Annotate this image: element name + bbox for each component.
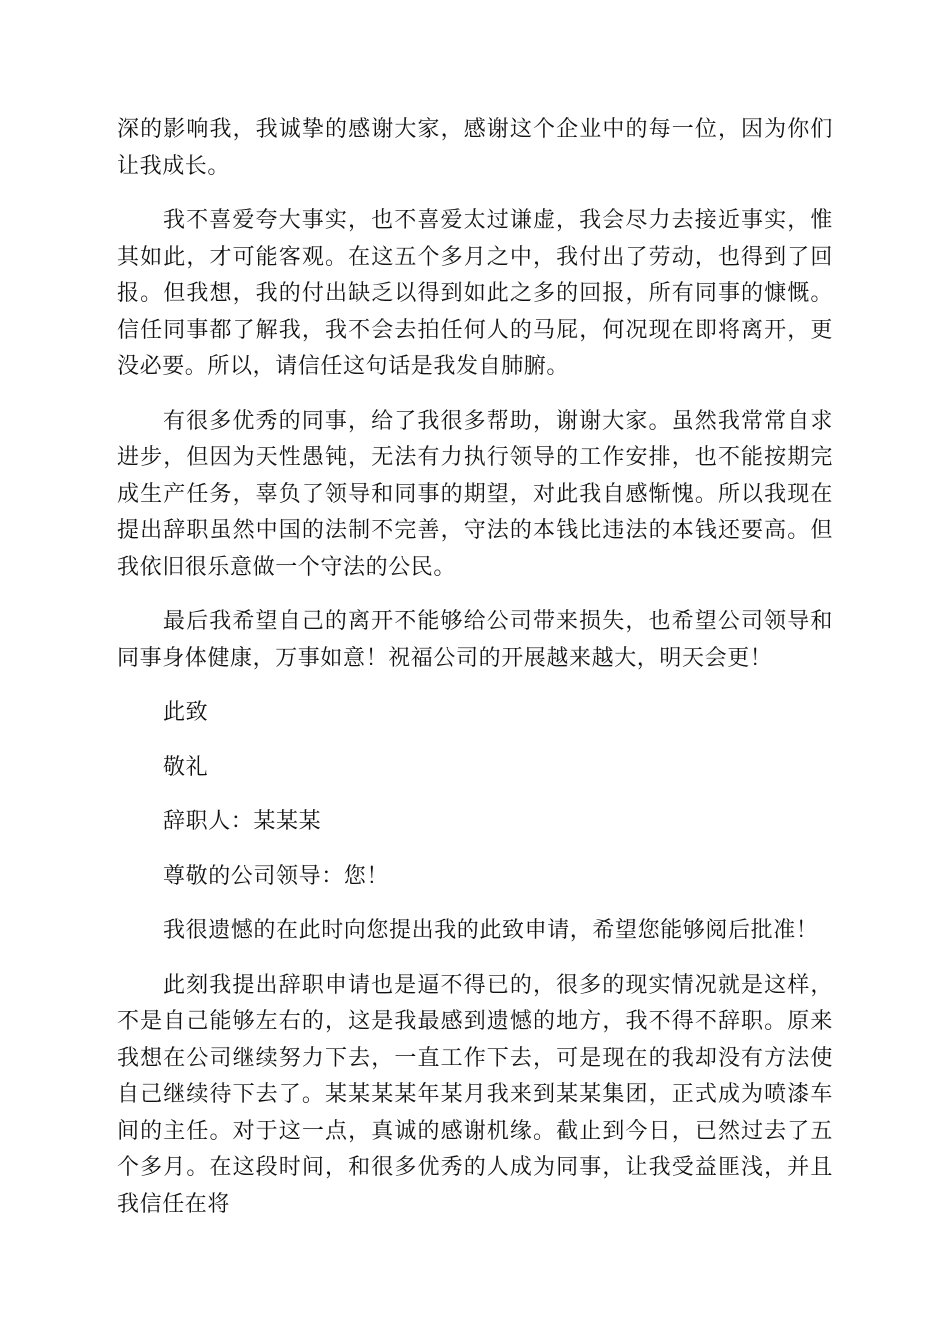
paragraph-honesty: 我不喜爱夸大事实，也不喜爱太过谦虚，我会尽力去接近事实，惟其如此，才可能客观。在这五个多月之中，我付出了劳动，也得到了回报。但我想，我的付出缺乏以得到如此之多的回报，所有同事的慷慨。信任同事都了解我，我不会去拍任何人的马屁，何况现在即将离开，更没必要。所以，请信任这句话是我发自肺腑。	[117, 208, 833, 379]
closing-regards: 敬礼	[163, 754, 209, 780]
paragraph-request: 我很遗憾的在此时向您提出我的此致申请，希望您能够阅后批准！	[163, 918, 819, 943]
paragraph-wishes: 最后我希望自己的离开不能够给公司带来损失，也希望公司领导和同事身体健康，万事如意！祝福公司的开展越来越大，明天会更！	[117, 609, 833, 671]
paragraph-colleagues: 有很多优秀的同事，给了我很多帮助，谢谢大家。虽然我常常自求进步，但因为天性愚钝，无法有力执行领导的工作安排，也不能按期完成生产任务，辜负了领导和同事的期望，对此我自感惭愧。所以我现在提出辞职虽然中国的法制不完善，守法的本钱比违法的本钱还要高。但我依旧很乐意做一个守法的公民。	[117, 408, 833, 580]
signature-line: 辞职人：某某某	[163, 809, 322, 834]
document-body	[117, 112, 833, 1241]
paragraph-continuation: 深的影响我，我诚挚的感谢大家，感谢这个企业中的每一位，因为你们让我成长。	[117, 117, 833, 179]
paragraph-reason: 此刻我提出辞职申请也是逼不得已的，很多的现实情况就是这样，不是自己能够左右的，这是我最感到遗憾的地方，我不得不辞职。原来我想在公司继续努力下去，一直工作下去，可是现在的我却没有方法使自己继续待下去了。某某某某年某月我来到某某集团，正式成为喷漆车间的主任。对于这一点，真诚的感谢机缘。截止到今日，已然过去了五个多月。在这段时间，和很多优秀的人成为同事，让我受益匪浅，并且我信任在将	[117, 972, 833, 1217]
closing-salutation: 此致	[163, 700, 209, 725]
greeting-line: 尊敬的公司领导：您！	[163, 863, 390, 889]
